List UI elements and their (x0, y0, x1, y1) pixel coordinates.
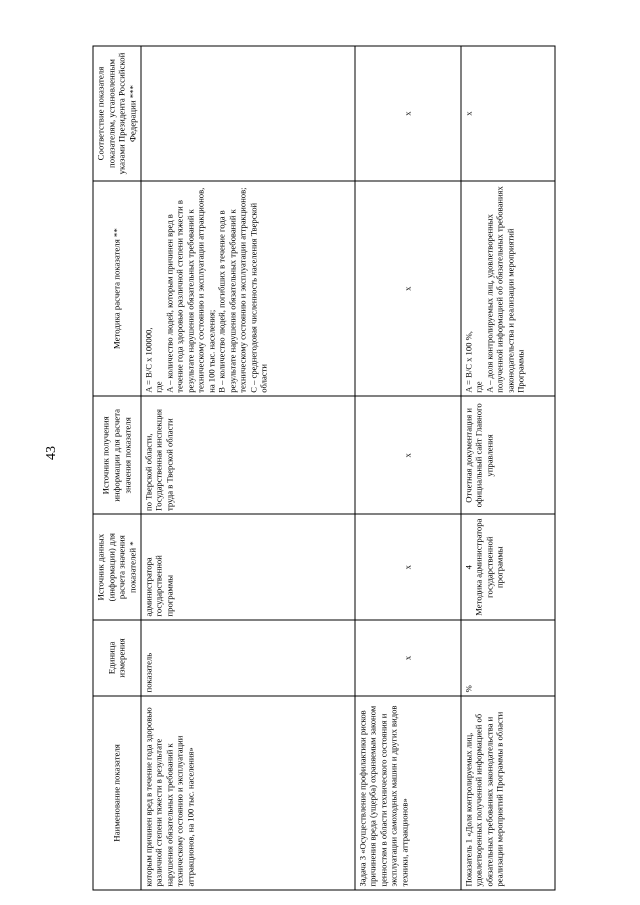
cell-method: A = B/C x 100 %, где A – доля контролируемых лиц, удовлетворенных полученной информацией об обязательных требованиях законодательства и реализации мероприятий Программы (461, 181, 555, 396)
header-source-info: Источник получения информации для расчета значения показателя (93, 396, 141, 514)
table-row (141, 46, 355, 890)
indicator-table (93, 46, 556, 891)
header-compliance: Соответствие показателя показателям, установленным указами Президента Российской Федерации *** (93, 46, 141, 181)
cell-source-data: администратора государственной программы (141, 514, 355, 620)
cell-unit: % (461, 620, 555, 696)
table-header-row (93, 46, 141, 890)
cell-source-info: по Тверской области, Государственная инспекция труда в Тверской области (141, 396, 355, 514)
cell-name: которым причинен вред в течение года здоровью различной степени тяжести в результате нарушения обязательных требований к техническому состоянию и эксплуатации аттракционов, на 100 тыс. населения» (141, 696, 355, 890)
header-unit: Единица измерения (93, 620, 141, 696)
cell-method: A = B/C x 100000, где A – количество людей, которым причинен вред в течение года здоровью различной степени тяжести в результате нарушения обязательных требований к техническому состоянию и эксплуатации аттракционов, на 100 тыс. населения; B – количество людей, погибших в течение года в результате нарушения обязательных требований к техническому состоянию и эксплуатации аттракционов; C – среднегодовая численность населения Тверской области (141, 181, 355, 396)
cell-compliance: х (355, 46, 461, 181)
cell-unit: показатель (141, 620, 355, 696)
cell-name: Показатель 1 «Доля контролируемых лиц, удовлетворенных полученной информацией об обязательных требованиях законодательства и реализации мероприятий Программы в области (461, 696, 555, 890)
cell-source-info: х (355, 396, 461, 514)
header-name: Наименование показателя (93, 696, 141, 890)
cell-compliance (141, 46, 355, 181)
cell-source-data: 4 Методика администратора государственной программы (461, 514, 555, 620)
header-method: Методика расчета показателя ** (93, 181, 141, 396)
cell-method: х (355, 181, 461, 396)
header-source-data: Источник данных (информации) для расчета значения показателей * (93, 514, 141, 620)
table-row (355, 46, 461, 890)
cell-source-data: х (355, 514, 461, 620)
table-row (461, 46, 555, 890)
cell-unit: х (355, 620, 461, 696)
page-number: 43 (44, 446, 59, 460)
indicator-table-sheet (93, 46, 548, 891)
cell-source-info: Отчетная документация и официальный сайт Главного управления (461, 396, 555, 514)
cell-compliance: х (461, 46, 555, 181)
cell-name: Задача 3 «Осуществление профилактики рисков причинения вреда (ущерба) охраняемым законом ценностям в области технического состояния и эксплуатации самоходных машин и других видов техники, аттракционов» (355, 696, 461, 890)
